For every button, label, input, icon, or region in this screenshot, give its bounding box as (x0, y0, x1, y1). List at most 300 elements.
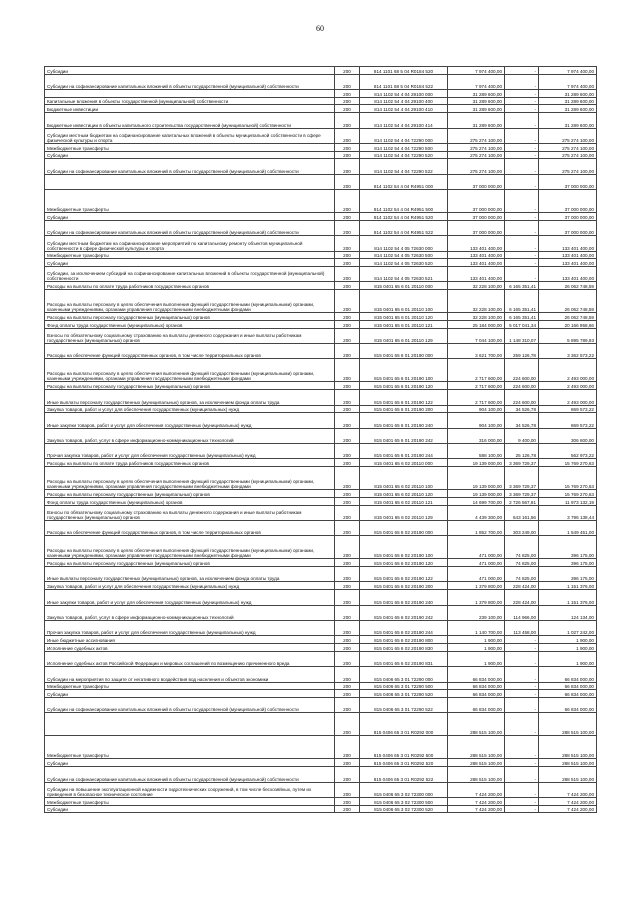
cell-description: Расходы на выплаты персоналу в целях обеспечения выполнения функций государственными (муниципальными) органами, казенными учреждениями, органами управления государственными внебюджетными фондами (45, 536, 335, 559)
cell-line-code: 200 (335, 505, 360, 520)
cell-line-code: 200 (335, 559, 360, 567)
cell-approved-amount: 7 974 400,00 (448, 74, 505, 89)
cell-budget-classification-code: 815 0406 65 3 02 72300 000 (360, 782, 448, 797)
cell-description: Субсидии местным бюджетам на софинансирование капитальных вложений в объекты муниципальной собственности в сфере физической культуры и спорта (45, 128, 335, 143)
cell-unexecuted-amount: 562 973,22 (539, 443, 597, 458)
cell-line-code: 200 (335, 636, 360, 644)
cell-executed-amount: - (505, 636, 539, 644)
cell-budget-classification-code: 815 0401 65 6 02 20190 000 (360, 520, 448, 535)
cell-description: Расходы на выплаты персоналу государственных (муниципальных) органов (45, 559, 335, 567)
cell-executed-amount: 303 249,00 (505, 520, 539, 535)
cell-description: Межбюджетные трансферты (45, 143, 335, 151)
cell-executed-amount: - (505, 697, 539, 712)
cell-unexecuted-amount: 1 549 451,00 (539, 520, 597, 535)
cell-line-code: 200 (335, 697, 360, 712)
cell-description: Субсидии на софинансирование капитальных вложений в объекты государственной (муниципальной) собственности (45, 697, 335, 712)
cell-approved-amount: 275 274 100,00 (448, 128, 505, 143)
cell-unexecuted-amount: 275 274 100,00 (539, 128, 597, 143)
cell-approved-amount: 37 000 000,00 (448, 174, 505, 189)
cell-description: Расходы на выплаты персоналу в целях обеспечения выполнения функций государственными (муниципальными) органами, казенными учреждениями, органами управления государственными внебюджетными фондами (45, 467, 335, 490)
cell-unexecuted-amount: 1 027 242,00 (539, 620, 597, 635)
cell-description: Межбюджетные трансферты (45, 797, 335, 805)
cell-budget-classification-code: 814 1102 54 4 04 72290 520 (360, 151, 448, 159)
table-row (45, 690, 597, 698)
cell-approved-amount: 2 717 600,00 (448, 359, 505, 382)
cell-description: Субсидии на повышение эксплуатационной надежности гидротехнических сооружений, в том числе бесхозяйных, путем их приведения в безопасное техническое состояние (45, 782, 335, 797)
cell-budget-classification-code: 814 1102 54 4 04 R4951 500 (360, 190, 448, 213)
cell-approved-amount: 19 139 000,00 (448, 459, 505, 467)
table-row (45, 467, 597, 490)
cell-executed-amount: - (505, 159, 539, 174)
cell-description (45, 174, 335, 189)
cell-description: Бюджетные инвестиции в объекты капитального строительства государственной (муниципальной) собственности (45, 113, 335, 128)
cell-description: Взносы по обязательному социальному страхованию на выплаты денежного содержания и иные выплаты работникам государственных (муниципальных) органов (45, 328, 335, 343)
table-row (45, 459, 597, 467)
table-row (45, 190, 597, 213)
cell-budget-classification-code: 815 0401 65 6 02 20110 121 (360, 497, 448, 505)
cell-executed-amount: 74 825,00 (505, 567, 539, 582)
cell-description: Межбюджетные трансферты (45, 251, 335, 259)
cell-approved-amount: 7 424 200,00 (448, 797, 505, 805)
cell-line-code: 200 (335, 667, 360, 682)
cell-executed-amount: 643 161,56 (505, 505, 539, 520)
cell-line-code: 200 (335, 651, 360, 666)
cell-budget-classification-code: 815 0406 65 3 01 R0292 522 (360, 767, 448, 782)
cell-line-code: 200 (335, 143, 360, 151)
cell-approved-amount: 31 289 600,00 (448, 97, 505, 105)
cell-unexecuted-amount: 15 769 270,63 (539, 490, 597, 498)
cell-line-code: 200 (335, 536, 360, 559)
cell-description: Закупка товаров, работ и услуг для обеспечения государственных (муниципальных) нужд (45, 582, 335, 590)
table-row (45, 443, 597, 458)
cell-budget-classification-code: 815 0401 65 6 01 20190 100 (360, 359, 448, 382)
cell-approved-amount: 1 900,00 (448, 636, 505, 644)
cell-line-code: 200 (335, 443, 360, 458)
cell-approved-amount: 1 379 800,00 (448, 590, 505, 605)
cell-description: Капитальные вложения в объекты государственной (муниципальной) собственности (45, 97, 335, 105)
cell-executed-amount: - (505, 236, 539, 251)
cell-budget-classification-code: 815 0406 65 3 01 72290 522 (360, 697, 448, 712)
table-row (45, 105, 597, 113)
cell-unexecuted-amount: 26 062 748,59 (539, 290, 597, 313)
cell-unexecuted-amount: 31 289 600,00 (539, 105, 597, 113)
table-row (45, 97, 597, 105)
table-row (45, 620, 597, 635)
cell-budget-classification-code: 815 0401 65 6 02 20110 129 (360, 505, 448, 520)
table-row (45, 282, 597, 290)
cell-line-code: 200 (335, 251, 360, 259)
cell-executed-amount: - (505, 667, 539, 682)
cell-unexecuted-amount: 275 274 100,00 (539, 159, 597, 174)
cell-budget-classification-code: 814 1102 54 4 05 72630 500 (360, 251, 448, 259)
table-row (45, 605, 597, 620)
cell-line-code: 200 (335, 159, 360, 174)
cell-unexecuted-amount: 288 515 100,00 (539, 713, 597, 736)
table-row (45, 159, 597, 174)
cell-executed-amount: - (505, 190, 539, 213)
cell-budget-classification-code: 814 1102 54 4 04 72290 000 (360, 128, 448, 143)
table-row (45, 313, 597, 321)
cell-budget-classification-code: 815 0401 65 6 01 20190 240 (360, 413, 448, 428)
table-row (45, 590, 597, 605)
table-row (45, 767, 597, 782)
cell-executed-amount: 74 825,00 (505, 536, 539, 559)
cell-approved-amount: 1 900,00 (448, 651, 505, 666)
cell-budget-classification-code: 814 1102 54 4 04 29100 410 (360, 105, 448, 113)
cell-unexecuted-amount: 275 274 100,00 (539, 143, 597, 151)
cell-budget-classification-code: 815 0401 65 6 01 20110 129 (360, 328, 448, 343)
cell-executed-amount: - (505, 143, 539, 151)
cell-unexecuted-amount: 7 974 400,00 (539, 67, 597, 75)
table-row (45, 697, 597, 712)
table-row (45, 682, 597, 690)
cell-unexecuted-amount: 7 424 200,00 (539, 782, 597, 797)
cell-unexecuted-amount: 5 895 789,93 (539, 328, 597, 343)
cell-executed-amount: 9 400,00 (505, 428, 539, 443)
cell-line-code: 200 (335, 497, 360, 505)
cell-unexecuted-amount: 31 289 600,00 (539, 97, 597, 105)
cell-executed-amount: - (505, 128, 539, 143)
cell-approved-amount: 133 401 400,00 (448, 236, 505, 251)
cell-description: Расходы на выплаты по оплате труда работников государственных органов (45, 282, 335, 290)
cell-unexecuted-amount: 11 973 132,19 (539, 497, 597, 505)
cell-budget-classification-code: 815 0401 65 6 01 20110 120 (360, 313, 448, 321)
cell-line-code: 200 (335, 328, 360, 343)
cell-approved-amount: 1 140 700,00 (448, 620, 505, 635)
cell-unexecuted-amount: 37 000 000,00 (539, 174, 597, 189)
cell-unexecuted-amount: 31 289 600,00 (539, 113, 597, 128)
cell-approved-amount: 19 139 000,00 (448, 467, 505, 490)
cell-line-code: 200 (335, 190, 360, 213)
table-row (45, 759, 597, 767)
cell-budget-classification-code: 815 0401 65 6 02 20190 242 (360, 605, 448, 620)
cell-description: Закупка товаров, работ, услуг в сфере информационно-коммуникационных технологий (45, 428, 335, 443)
cell-approved-amount: 31 289 600,00 (448, 105, 505, 113)
cell-budget-classification-code: 814 1102 54 4 04 72290 522 (360, 159, 448, 174)
cell-approved-amount: 133 401 400,00 (448, 251, 505, 259)
cell-unexecuted-amount: 7 424 200,00 (539, 805, 597, 813)
cell-executed-amount: - (505, 213, 539, 221)
cell-line-code: 200 (335, 97, 360, 105)
cell-executed-amount: 228 424,00 (505, 582, 539, 590)
cell-budget-classification-code: 814 1101 68 5 04 R0184 522 (360, 74, 448, 89)
cell-executed-amount: 6 165 351,41 (505, 313, 539, 321)
cell-approved-amount: 275 274 100,00 (448, 151, 505, 159)
cell-budget-classification-code: 815 0401 65 6 02 20190 800 (360, 636, 448, 644)
cell-description: Фонд оплаты труда государственных (муниципальных) органов (45, 497, 335, 505)
cell-approved-amount: 32 228 100,00 (448, 282, 505, 290)
cell-budget-classification-code: 815 0401 65 6 01 20190 000 (360, 343, 448, 358)
cell-unexecuted-amount: 7 424 200,00 (539, 797, 597, 805)
cell-line-code: 200 (335, 805, 360, 813)
cell-budget-classification-code: 815 0401 65 6 01 20110 100 (360, 290, 448, 313)
cell-unexecuted-amount: 26 062 748,59 (539, 282, 597, 290)
cell-line-code: 200 (335, 490, 360, 498)
cell-budget-classification-code: 814 1102 54 4 05 72630 521 (360, 267, 448, 282)
table-row (45, 113, 597, 128)
cell-budget-classification-code: 815 0406 65 3 02 72300 500 (360, 797, 448, 805)
table-row (45, 713, 597, 736)
cell-description: Межбюджетные трансферты (45, 682, 335, 690)
cell-executed-amount: - (505, 151, 539, 159)
cell-description: Субсидии на софинансирование капитальных вложений в объекты государственной (муниципальной) собственности (45, 74, 335, 89)
cell-executed-amount: - (505, 690, 539, 698)
table-row (45, 428, 597, 443)
table-row (45, 505, 597, 520)
cell-budget-classification-code: 814 1102 54 4 04 R4951 000 (360, 174, 448, 189)
table-row (45, 74, 597, 89)
cell-approved-amount: 7 974 400,00 (448, 67, 505, 75)
cell-unexecuted-amount: 288 515 100,00 (539, 767, 597, 782)
cell-approved-amount: 288 515 100,00 (448, 767, 505, 782)
cell-unexecuted-amount: 124 134,00 (539, 605, 597, 620)
cell-budget-classification-code: 815 0401 65 6 02 20190 831 (360, 651, 448, 666)
cell-description: Субсидии на софинансирование капитальных вложений в объекты государственной (муниципальной) собственности (45, 220, 335, 235)
cell-budget-classification-code: 815 0401 65 6 01 20110 000 (360, 282, 448, 290)
cell-executed-amount: 6 165 351,41 (505, 282, 539, 290)
cell-executed-amount: 34 526,78 (505, 405, 539, 413)
cell-executed-amount: - (505, 267, 539, 282)
table-row (45, 490, 597, 498)
cell-line-code: 200 (335, 74, 360, 89)
cell-line-code: 200 (335, 582, 360, 590)
cell-budget-classification-code: 814 1102 54 4 04 29100 000 (360, 90, 448, 98)
cell-description: Межбюджетные трансферты (45, 190, 335, 213)
cell-description: Расходы на обеспечение функций государственных органов, в том числе территориальных органов (45, 343, 335, 358)
cell-description: Субсидии (45, 759, 335, 767)
cell-line-code: 200 (335, 174, 360, 189)
budget-execution-table (44, 66, 597, 813)
cell-approved-amount: 37 000 000,00 (448, 220, 505, 235)
cell-approved-amount: 471 000,00 (448, 559, 505, 567)
cell-line-code: 200 (335, 220, 360, 235)
table-row (45, 320, 597, 328)
table-row (45, 497, 597, 505)
cell-unexecuted-amount: 7 974 400,00 (539, 74, 597, 89)
table-row (45, 536, 597, 559)
cell-description: Иные выплаты персоналу государственных (муниципальных) органов, за исключением фонда оплаты труда (45, 567, 335, 582)
table-row (45, 359, 597, 382)
cell-budget-classification-code: 814 1102 54 4 04 72290 500 (360, 143, 448, 151)
cell-executed-amount: - (505, 251, 539, 259)
cell-unexecuted-amount: 306 600,00 (539, 428, 597, 443)
cell-description: Субсидии местным бюджетам на софинансирование мероприятий по капитальному ремонту объектов муниципальной собственности в сфере физической культуры и спорта (45, 236, 335, 251)
cell-description: Субсидии (45, 805, 335, 813)
cell-executed-amount: - (505, 651, 539, 666)
cell-unexecuted-amount: 133 401 400,00 (539, 267, 597, 282)
table-row (45, 213, 597, 221)
cell-budget-classification-code: 815 0401 65 6 01 20190 200 (360, 405, 448, 413)
cell-executed-amount: - (505, 805, 539, 813)
table-row (45, 382, 597, 390)
cell-executed-amount: 5 017 041,34 (505, 320, 539, 328)
cell-line-code: 200 (335, 128, 360, 143)
cell-description: Расходы на обеспечение функций государственных органов, в том числе территориальных органов (45, 520, 335, 535)
cell-line-code: 200 (335, 782, 360, 797)
cell-executed-amount: 34 526,78 (505, 413, 539, 428)
table-row (45, 290, 597, 313)
cell-approved-amount: 133 401 400,00 (448, 259, 505, 267)
cell-line-code: 200 (335, 767, 360, 782)
table-row (45, 520, 597, 535)
cell-unexecuted-amount: 26 062 748,59 (539, 313, 597, 321)
cell-executed-amount: 3 369 729,37 (505, 467, 539, 490)
cell-description: Субсидии на софинансирование капитальных вложений в объекты государственной (муниципальной) собственности (45, 767, 335, 782)
cell-executed-amount: - (505, 113, 539, 128)
cell-description: Расходы на выплаты персоналу государственных (муниципальных) органов (45, 313, 335, 321)
cell-approved-amount: 66 834 000,00 (448, 690, 505, 698)
cell-executed-amount: 25 126,78 (505, 443, 539, 458)
cell-unexecuted-amount: 869 573,22 (539, 405, 597, 413)
cell-description: Субсидии, за исключением субсидий на софинансирование капитальных вложений в объекты государственной (муниципальной) собственности (45, 267, 335, 282)
cell-budget-classification-code: 815 0406 65 3 01 R0292 520 (360, 759, 448, 767)
cell-approved-amount: 66 834 000,00 (448, 697, 505, 712)
table-row (45, 782, 597, 797)
cell-unexecuted-amount: 2 493 000,00 (539, 382, 597, 390)
cell-budget-classification-code: 815 0401 65 6 01 20190 242 (360, 428, 448, 443)
cell-budget-classification-code: 814 1102 54 4 04 29100 414 (360, 113, 448, 128)
cell-unexecuted-amount: 1 900,00 (539, 636, 597, 644)
cell-executed-amount: 2 726 567,81 (505, 497, 539, 505)
cell-description: Закупка товаров, работ, услуг в сфере информационно-коммуникационных технологий (45, 605, 335, 620)
cell-budget-classification-code: 815 0401 65 6 01 20190 244 (360, 443, 448, 458)
cell-line-code: 200 (335, 605, 360, 620)
cell-budget-classification-code: 815 0406 65 3 01 R0292 500 (360, 736, 448, 759)
cell-executed-amount: - (505, 782, 539, 797)
cell-approved-amount: 32 228 100,00 (448, 290, 505, 313)
cell-budget-classification-code: 815 0406 65 3 02 72300 520 (360, 805, 448, 813)
cell-executed-amount: - (505, 174, 539, 189)
cell-executed-amount: 224 600,00 (505, 382, 539, 390)
table-row (45, 90, 597, 98)
cell-executed-amount: 228 424,00 (505, 590, 539, 605)
cell-budget-classification-code: 815 0401 65 6 02 20110 000 (360, 459, 448, 467)
cell-budget-classification-code: 815 0406 65 3 01 72290 000 (360, 667, 448, 682)
cell-line-code: 200 (335, 567, 360, 582)
table-row (45, 236, 597, 251)
cell-budget-classification-code: 814 1102 54 4 04 29100 400 (360, 97, 448, 105)
cell-line-code: 200 (335, 405, 360, 413)
table-row (45, 390, 597, 405)
table-row (45, 567, 597, 582)
cell-description: Расходы на выплаты персоналу в целях обеспечения выполнения функций государственными (муниципальными) органами, казенными учреждениями, органами управления государственными внебюджетными фондами (45, 290, 335, 313)
cell-description: Исполнение судебных актов Российской Федерации и мировых соглашений по возмещению причиненного вреда (45, 651, 335, 666)
cell-unexecuted-amount: 37 000 000,00 (539, 213, 597, 221)
cell-description: Взносы по обязательному социальному страхованию на выплаты денежного содержания и иные выплаты работникам государственных (муниципальных) органов (45, 505, 335, 520)
cell-unexecuted-amount: 3 362 573,22 (539, 343, 597, 358)
table-row (45, 267, 597, 282)
cell-description: Субсидии (45, 690, 335, 698)
cell-description: Расходы на выплаты персоналу в целях обеспечения выполнения функций государственными (муниципальными) органами, казенными учреждениями, органами управления государственными внебюджетными фондами (45, 359, 335, 382)
cell-line-code: 200 (335, 620, 360, 635)
cell-executed-amount: 259 126,78 (505, 343, 539, 358)
cell-executed-amount: - (505, 97, 539, 105)
table-row (45, 559, 597, 567)
cell-budget-classification-code: 814 1102 54 4 04 R4951 520 (360, 213, 448, 221)
cell-line-code: 200 (335, 759, 360, 767)
cell-description: Межбюджетные трансферты (45, 736, 335, 759)
cell-approved-amount: 275 274 100,00 (448, 143, 505, 151)
cell-description: Прочая закупка товаров, работ и услуг для обеспечения государственных (муниципальных) нужд (45, 443, 335, 458)
cell-unexecuted-amount: 66 834 000,00 (539, 682, 597, 690)
cell-approved-amount: 31 289 600,00 (448, 90, 505, 98)
table-row (45, 220, 597, 235)
cell-executed-amount: - (505, 67, 539, 75)
cell-approved-amount: 275 274 100,00 (448, 159, 505, 174)
cell-executed-amount: 1 148 310,07 (505, 328, 539, 343)
cell-unexecuted-amount: 2 493 000,00 (539, 359, 597, 382)
cell-unexecuted-amount: 66 834 000,00 (539, 690, 597, 698)
cell-approved-amount: 471 000,00 (448, 536, 505, 559)
cell-line-code: 200 (335, 282, 360, 290)
cell-approved-amount: 19 139 000,00 (448, 490, 505, 498)
cell-line-code: 200 (335, 382, 360, 390)
cell-description: Иные бюджетные ассигнования (45, 636, 335, 644)
table-row (45, 582, 597, 590)
cell-budget-classification-code: 815 0401 65 6 01 20190 120 (360, 382, 448, 390)
cell-budget-classification-code: 815 0406 65 3 01 R0292 000 (360, 713, 448, 736)
table-body (45, 67, 597, 813)
cell-approved-amount: 2 717 600,00 (448, 382, 505, 390)
cell-description: Иные закупки товаров, работ и услуг для обеспечения государственных (муниципальных) нужд (45, 413, 335, 428)
cell-unexecuted-amount: 66 834 000,00 (539, 667, 597, 682)
cell-executed-amount: 6 165 351,41 (505, 290, 539, 313)
cell-line-code: 200 (335, 67, 360, 75)
cell-unexecuted-amount: 3 796 138,44 (539, 505, 597, 520)
cell-executed-amount: - (505, 90, 539, 98)
cell-description (45, 90, 335, 98)
cell-unexecuted-amount: 1 151 376,00 (539, 590, 597, 605)
cell-executed-amount: - (505, 259, 539, 267)
cell-budget-classification-code: 814 1101 68 5 04 R0184 520 (360, 67, 448, 75)
cell-approved-amount: 32 228 100,00 (448, 313, 505, 321)
cell-line-code: 200 (335, 236, 360, 251)
table-row (45, 644, 597, 652)
cell-unexecuted-amount: 1 900,00 (539, 644, 597, 652)
cell-budget-classification-code: 814 1102 54 4 05 72630 520 (360, 259, 448, 267)
cell-approved-amount: 4 439 300,00 (448, 505, 505, 520)
cell-approved-amount: 37 000 000,00 (448, 213, 505, 221)
cell-description: Исполнение судебных актов (45, 644, 335, 652)
cell-approved-amount: 1 900,00 (448, 644, 505, 652)
cell-line-code: 200 (335, 644, 360, 652)
cell-description: Бюджетные инвестиции (45, 105, 335, 113)
table-row (45, 413, 597, 428)
cell-executed-amount: - (505, 74, 539, 89)
cell-budget-classification-code: 815 0401 65 6 02 20190 120 (360, 559, 448, 567)
cell-line-code: 200 (335, 390, 360, 405)
cell-approved-amount: 133 401 400,00 (448, 267, 505, 282)
cell-budget-classification-code: 815 0401 65 6 02 20190 100 (360, 536, 448, 559)
cell-budget-classification-code: 815 0401 65 6 02 20190 240 (360, 590, 448, 605)
cell-approved-amount: 31 289 600,00 (448, 113, 505, 128)
cell-line-code: 200 (335, 736, 360, 759)
cell-description: Субсидии на мероприятия по защите от негативного воздействия вод населения и объектов экономики (45, 667, 335, 682)
cell-description: Расходы на выплаты по оплате труда работников государственных органов (45, 459, 335, 467)
cell-approved-amount: 66 834 000,00 (448, 667, 505, 682)
cell-approved-amount: 7 424 200,00 (448, 782, 505, 797)
cell-line-code: 200 (335, 590, 360, 605)
cell-budget-classification-code: 814 1102 54 4 05 72630 000 (360, 236, 448, 251)
table-row (45, 143, 597, 151)
cell-unexecuted-amount: 1 151 376,00 (539, 582, 597, 590)
cell-line-code: 200 (335, 467, 360, 490)
cell-unexecuted-amount: 396 175,00 (539, 536, 597, 559)
cell-executed-amount: 74 825,00 (505, 559, 539, 567)
cell-approved-amount: 239 100,00 (448, 605, 505, 620)
cell-executed-amount: - (505, 713, 539, 736)
table-row (45, 651, 597, 666)
